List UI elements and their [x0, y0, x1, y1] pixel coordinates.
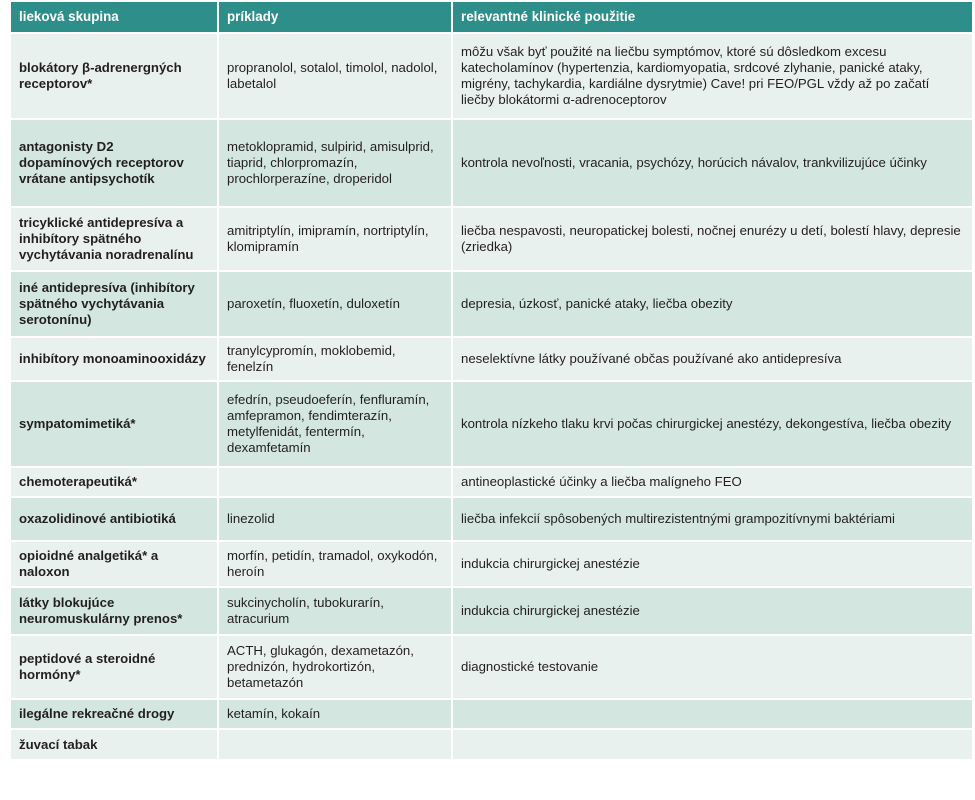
clinical-use-cell: neselektívne látky používané občas používané ako antidepresíva	[452, 337, 972, 381]
clinical-use-cell	[452, 729, 972, 759]
clinical-use-cell: diagnostické testovanie	[452, 635, 972, 699]
drug-group-cell: antagonisty D2 dopamínových receptorov vrátane antipsychotík	[11, 119, 218, 207]
clinical-use-cell: liečba nespavosti, neuropatickej bolesti, nočnej enurézy u detí, bolestí hlavy, depresie (zriedka)	[452, 207, 972, 271]
table-row	[11, 635, 972, 699]
table-header	[11, 2, 972, 33]
drug-group-cell: tricyklické antidepresíva a inhibítory spätného vychytávania noradrenalínu	[11, 207, 218, 271]
examples-cell: efedrín, pseudoeferín, fenfluramín, amfepramon, fendimterazín, metylfenidát, fentermín, dexamfetamín	[218, 381, 452, 467]
drug-group-cell: iné antidepresíva (inhibítory spätného vychytávania serotonínu)	[11, 271, 218, 337]
drug-group-cell: oxazolidinové antibiotiká	[11, 497, 218, 541]
clinical-use-cell: antineoplastické účinky a liečba malígneho FEO	[452, 467, 972, 497]
table-row	[11, 497, 972, 541]
header-examples: príklady	[218, 2, 452, 33]
clinical-use-cell: indukcia chirurgickej anestézie	[452, 587, 972, 635]
table-row	[11, 119, 972, 207]
examples-cell: sukcinycholín, tubokurarín, atracurium	[218, 587, 452, 635]
clinical-use-cell: depresia, úzkosť, panické ataky, liečba obezity	[452, 271, 972, 337]
header-clinical-use: relevantné klinické použitie	[452, 2, 972, 33]
drug-group-cell: chemoterapeutiká*	[11, 467, 218, 497]
table-body	[11, 33, 972, 759]
examples-cell	[218, 467, 452, 497]
clinical-use-cell: kontrola nevoľnosti, vracania, psychózy, horúcich návalov, trankvilizujúce účinky	[452, 119, 972, 207]
examples-cell: amitriptylín, imipramín, nortriptylín, klomipramín	[218, 207, 452, 271]
drug-group-cell: opioidné analgetiká* a naloxon	[11, 541, 218, 587]
examples-cell: ACTH, glukagón, dexametazón, prednizón, hydrokortizón, betametazón	[218, 635, 452, 699]
table-row	[11, 337, 972, 381]
examples-cell: morfín, petidín, tramadol, oxykodón, heroín	[218, 541, 452, 587]
drug-group-cell: peptidové a steroidné hormóny*	[11, 635, 218, 699]
clinical-use-cell	[452, 699, 972, 729]
table-row	[11, 207, 972, 271]
table-row	[11, 729, 972, 759]
drug-group-cell: ilegálne rekreačné drogy	[11, 699, 218, 729]
drug-group-cell: blokátory β-adrenergných receptorov*	[11, 33, 218, 119]
table-row	[11, 467, 972, 497]
examples-cell	[218, 729, 452, 759]
examples-cell: linezolid	[218, 497, 452, 541]
drug-group-cell: sympatomimetiká*	[11, 381, 218, 467]
header-row	[11, 2, 972, 33]
table-row	[11, 587, 972, 635]
drug-interaction-table	[11, 2, 972, 759]
drug-group-cell: látky blokujúce neuromuskulárny prenos*	[11, 587, 218, 635]
examples-cell: metoklopramid, sulpirid, amisulprid, tiaprid, chlorpromazín, prochlorperazíne, droperidol	[218, 119, 452, 207]
table-row	[11, 33, 972, 119]
drug-group-cell: žuvací tabak	[11, 729, 218, 759]
clinical-use-cell: kontrola nízkeho tlaku krvi počas chirurgickej anestézy, dekongestíva, liečba obezity	[452, 381, 972, 467]
table-row	[11, 699, 972, 729]
examples-cell: paroxetín, fluoxetín, duloxetín	[218, 271, 452, 337]
examples-cell: tranylcypromín, moklobemid, fenelzín	[218, 337, 452, 381]
clinical-use-cell: indukcia chirurgickej anestézie	[452, 541, 972, 587]
examples-cell: ketamín, kokaín	[218, 699, 452, 729]
table-row	[11, 271, 972, 337]
clinical-use-cell: liečba infekcií spôsobených multirezistentnými grampozitívnymi baktériami	[452, 497, 972, 541]
table-row	[11, 541, 972, 587]
examples-cell: propranolol, sotalol, timolol, nadolol, labetalol	[218, 33, 452, 119]
table-row	[11, 381, 972, 467]
clinical-use-cell: môžu však byť použité na liečbu symptómov, ktoré sú dôsledkom excesu katecholamínov (hypertenzia, kardiomyopatia, srdcové zlyhanie, panické ataky, migrény, tachykardia, kardiálne dysrytmie) Cave! pri FEO/PGL vždy až po začatí liečby blokátormi α-adrenoceptorov	[452, 33, 972, 119]
header-drug-group: lieková skupina	[11, 2, 218, 33]
drug-group-cell: inhibítory monoaminooxidázy	[11, 337, 218, 381]
